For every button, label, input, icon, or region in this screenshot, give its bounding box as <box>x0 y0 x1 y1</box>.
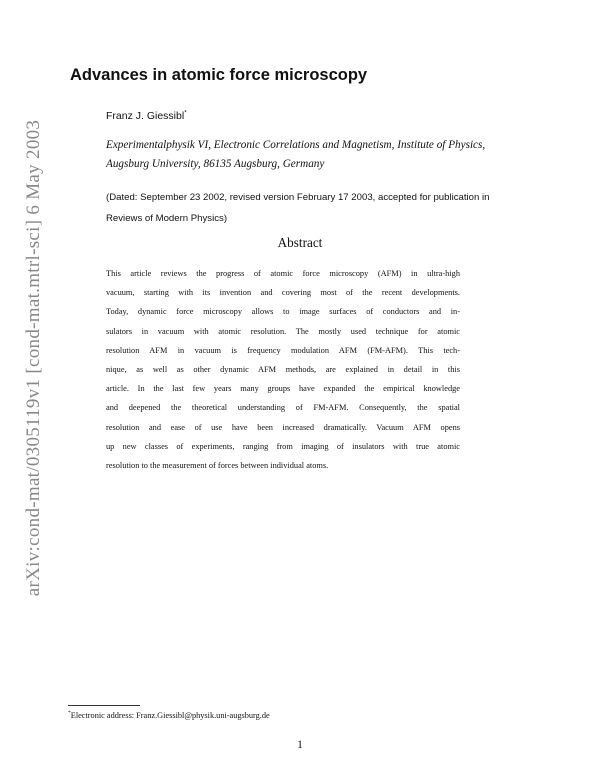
abstract-line: article. In the last few years many groups have expanded the empirical knowledge <box>106 384 460 394</box>
author-footnote-mark: * <box>184 109 187 117</box>
affiliation <box>106 136 546 174</box>
author-name: Franz J. Giessibl <box>106 110 185 122</box>
arxiv-identifier: arXiv:cond-mat/0305119v1 [cond-mat.mtrl-sci] 6 May 2003 <box>23 119 44 597</box>
abstract-line: Today, dynamic force microscopy allows to image surfaces of conductors and in- <box>106 307 460 317</box>
dated-line: Reviews of Modern Physics) <box>106 213 228 224</box>
affiliation-line: Experimentalphysik VI, Electronic Correlations and Magnetism, Institute of Physics, <box>106 139 486 151</box>
footnote-mark: * <box>68 710 71 717</box>
dated-note <box>106 187 546 229</box>
footnote-text: Electronic address: Franz.Giessibl@physik.uni-augsburg.de <box>70 711 270 720</box>
author-line <box>106 110 187 122</box>
abstract-line: resolution AFM in vacuum is frequency modulation AFM (FM-AFM). This tech- <box>106 345 460 355</box>
dated-line: (Dated: September 23 2002, revised version February 17 2003, accepted for publication in <box>106 192 490 203</box>
page-number: 1 <box>297 739 303 751</box>
abstract-line: sulators in vacuum with atomic resolution. The mostly used technique for atomic <box>106 326 460 336</box>
paper-title: Advances in atomic force microscopy <box>70 66 368 84</box>
abstract-line: and deepened the theoretical understanding of FM-AFM. Consequently, the spatial <box>106 403 460 413</box>
footnote-divider <box>68 705 140 706</box>
abstract-line: resolution to the measurement of forces between individual atoms. <box>106 460 329 470</box>
affiliation-line: Augsburg University, 86135 Augsburg, Germany <box>106 158 325 170</box>
footnote <box>68 711 270 720</box>
abstract-line: vacuum, starting with its invention and covering most of the recent developments. <box>106 288 460 298</box>
abstract-body <box>106 264 460 475</box>
abstract-line: This article reviews the progress of atomic force microscopy (AFM) in ultra-high <box>106 269 460 278</box>
abstract-line: nique, as well as other dynamic AFM methods, are explained in detail in this <box>106 364 460 374</box>
abstract-heading: Abstract <box>277 235 323 250</box>
abstract-line: up new classes of experiments, ranging from imaging of insulators with true atomic <box>106 441 460 451</box>
abstract-line: resolution and ease of use have been increased dramatically. Vacuum AFM opens <box>106 422 460 432</box>
